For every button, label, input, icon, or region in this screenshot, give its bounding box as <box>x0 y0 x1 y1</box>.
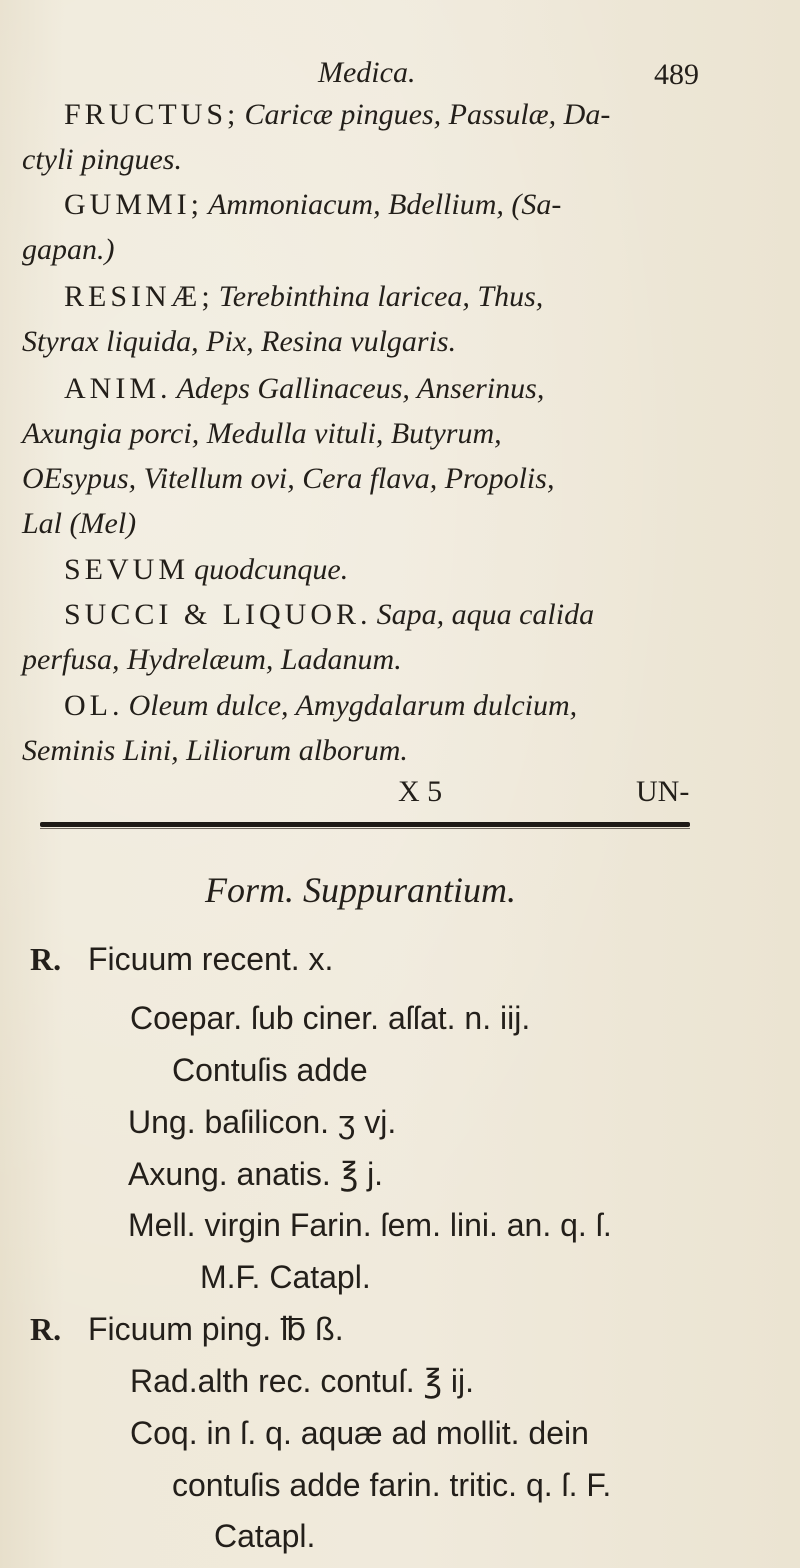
entry-anim <box>64 374 544 404</box>
entry-text: Oleum dulce, Amygdalarum dulcium, <box>128 689 578 722</box>
entry-label: SUCCI & LIQUOR. <box>64 598 372 631</box>
entry-ol <box>64 691 577 721</box>
entry-gummi <box>64 190 561 220</box>
section-heading: Form. Suppurantium. <box>205 870 517 910</box>
recipe-line: Ung. baſilicon. ʒ vj. <box>128 1104 397 1140</box>
recipe-sign: R. <box>30 941 62 977</box>
recipe-line: Coepar. ſub ciner. aſſat. n. iij. <box>130 1000 531 1036</box>
entry-continuation: Seminis Lini, Liliorum alborum. <box>22 734 408 767</box>
entry-text: Caricæ pingues, Passulæ, Da- <box>244 98 611 131</box>
entry-sevum <box>64 555 348 585</box>
entry-label: RESINÆ; <box>64 280 214 313</box>
recipe-line: Rad.alth rec. contuſ. ℥ ij. <box>130 1363 474 1399</box>
recipe-line <box>30 1313 344 1345</box>
entry-label: ANIM. <box>64 372 172 405</box>
recipe-line: contuſis adde farin. tritic. q. ſ. F. <box>172 1467 612 1503</box>
entry-continuation: Styrax liquida, Pix, Resina vulgaris. <box>22 325 457 358</box>
entry-label: OL. <box>64 689 124 722</box>
recipe-line: M.F. Catapl. <box>200 1259 371 1295</box>
entry-label: FRUCTUS; <box>64 98 240 131</box>
running-title: Medica. <box>318 56 416 89</box>
entry-continuation: gapan.) <box>22 233 115 266</box>
catchword: UN- <box>636 775 690 808</box>
recipe-line: Contuſis adde <box>172 1052 368 1088</box>
entry-fructus <box>64 100 610 130</box>
recipe-sign: R. <box>30 1311 62 1347</box>
recipe-line: Mell. virgin Farin. ſem. lini. an. q. ſ. <box>128 1207 612 1243</box>
entry-text: Ammoniacum, Bdellium, (Sa- <box>208 188 562 221</box>
entry-continuation: OEsypus, Vitellum ovi, Cera flava, Propolis, <box>22 462 555 495</box>
entry-continuation: ctyli pingues. <box>22 143 182 176</box>
entry-continuation: Lal (Mel) <box>22 507 137 540</box>
entry-text: quodcunque. <box>194 553 349 586</box>
entry-resinae <box>64 282 543 312</box>
entry-text: Sapa, aqua calida <box>376 598 595 631</box>
recipe-line: Coq. in ſ. q. aquæ ad mollit. dein <box>130 1415 589 1451</box>
recipe-line: Axung. anatis. ℥ j. <box>128 1156 384 1192</box>
recipe-line: Catapl. <box>214 1518 316 1554</box>
divider-rule <box>40 822 690 827</box>
entry-text: Terebinthina laricea, Thus, <box>218 280 544 313</box>
recipe-text: Ficuum ping. ℔ ß. <box>88 1311 344 1347</box>
entry-continuation: perfusa, Hydrelæum, Ladanum. <box>22 643 402 676</box>
signature-mark: X 5 <box>398 775 443 808</box>
page-number: 489 <box>654 58 699 91</box>
entry-label: SEVUM <box>64 553 190 586</box>
entry-succi <box>64 600 594 630</box>
recipe-line <box>30 943 333 975</box>
entry-label: GUMMI; <box>64 188 204 221</box>
entry-text: Adeps Gallinaceus, Anserinus, <box>176 372 545 405</box>
entry-continuation: Axungia porci, Medulla vituli, Butyrum, <box>22 417 502 450</box>
recipe-text: Ficuum recent. x. <box>88 941 334 977</box>
